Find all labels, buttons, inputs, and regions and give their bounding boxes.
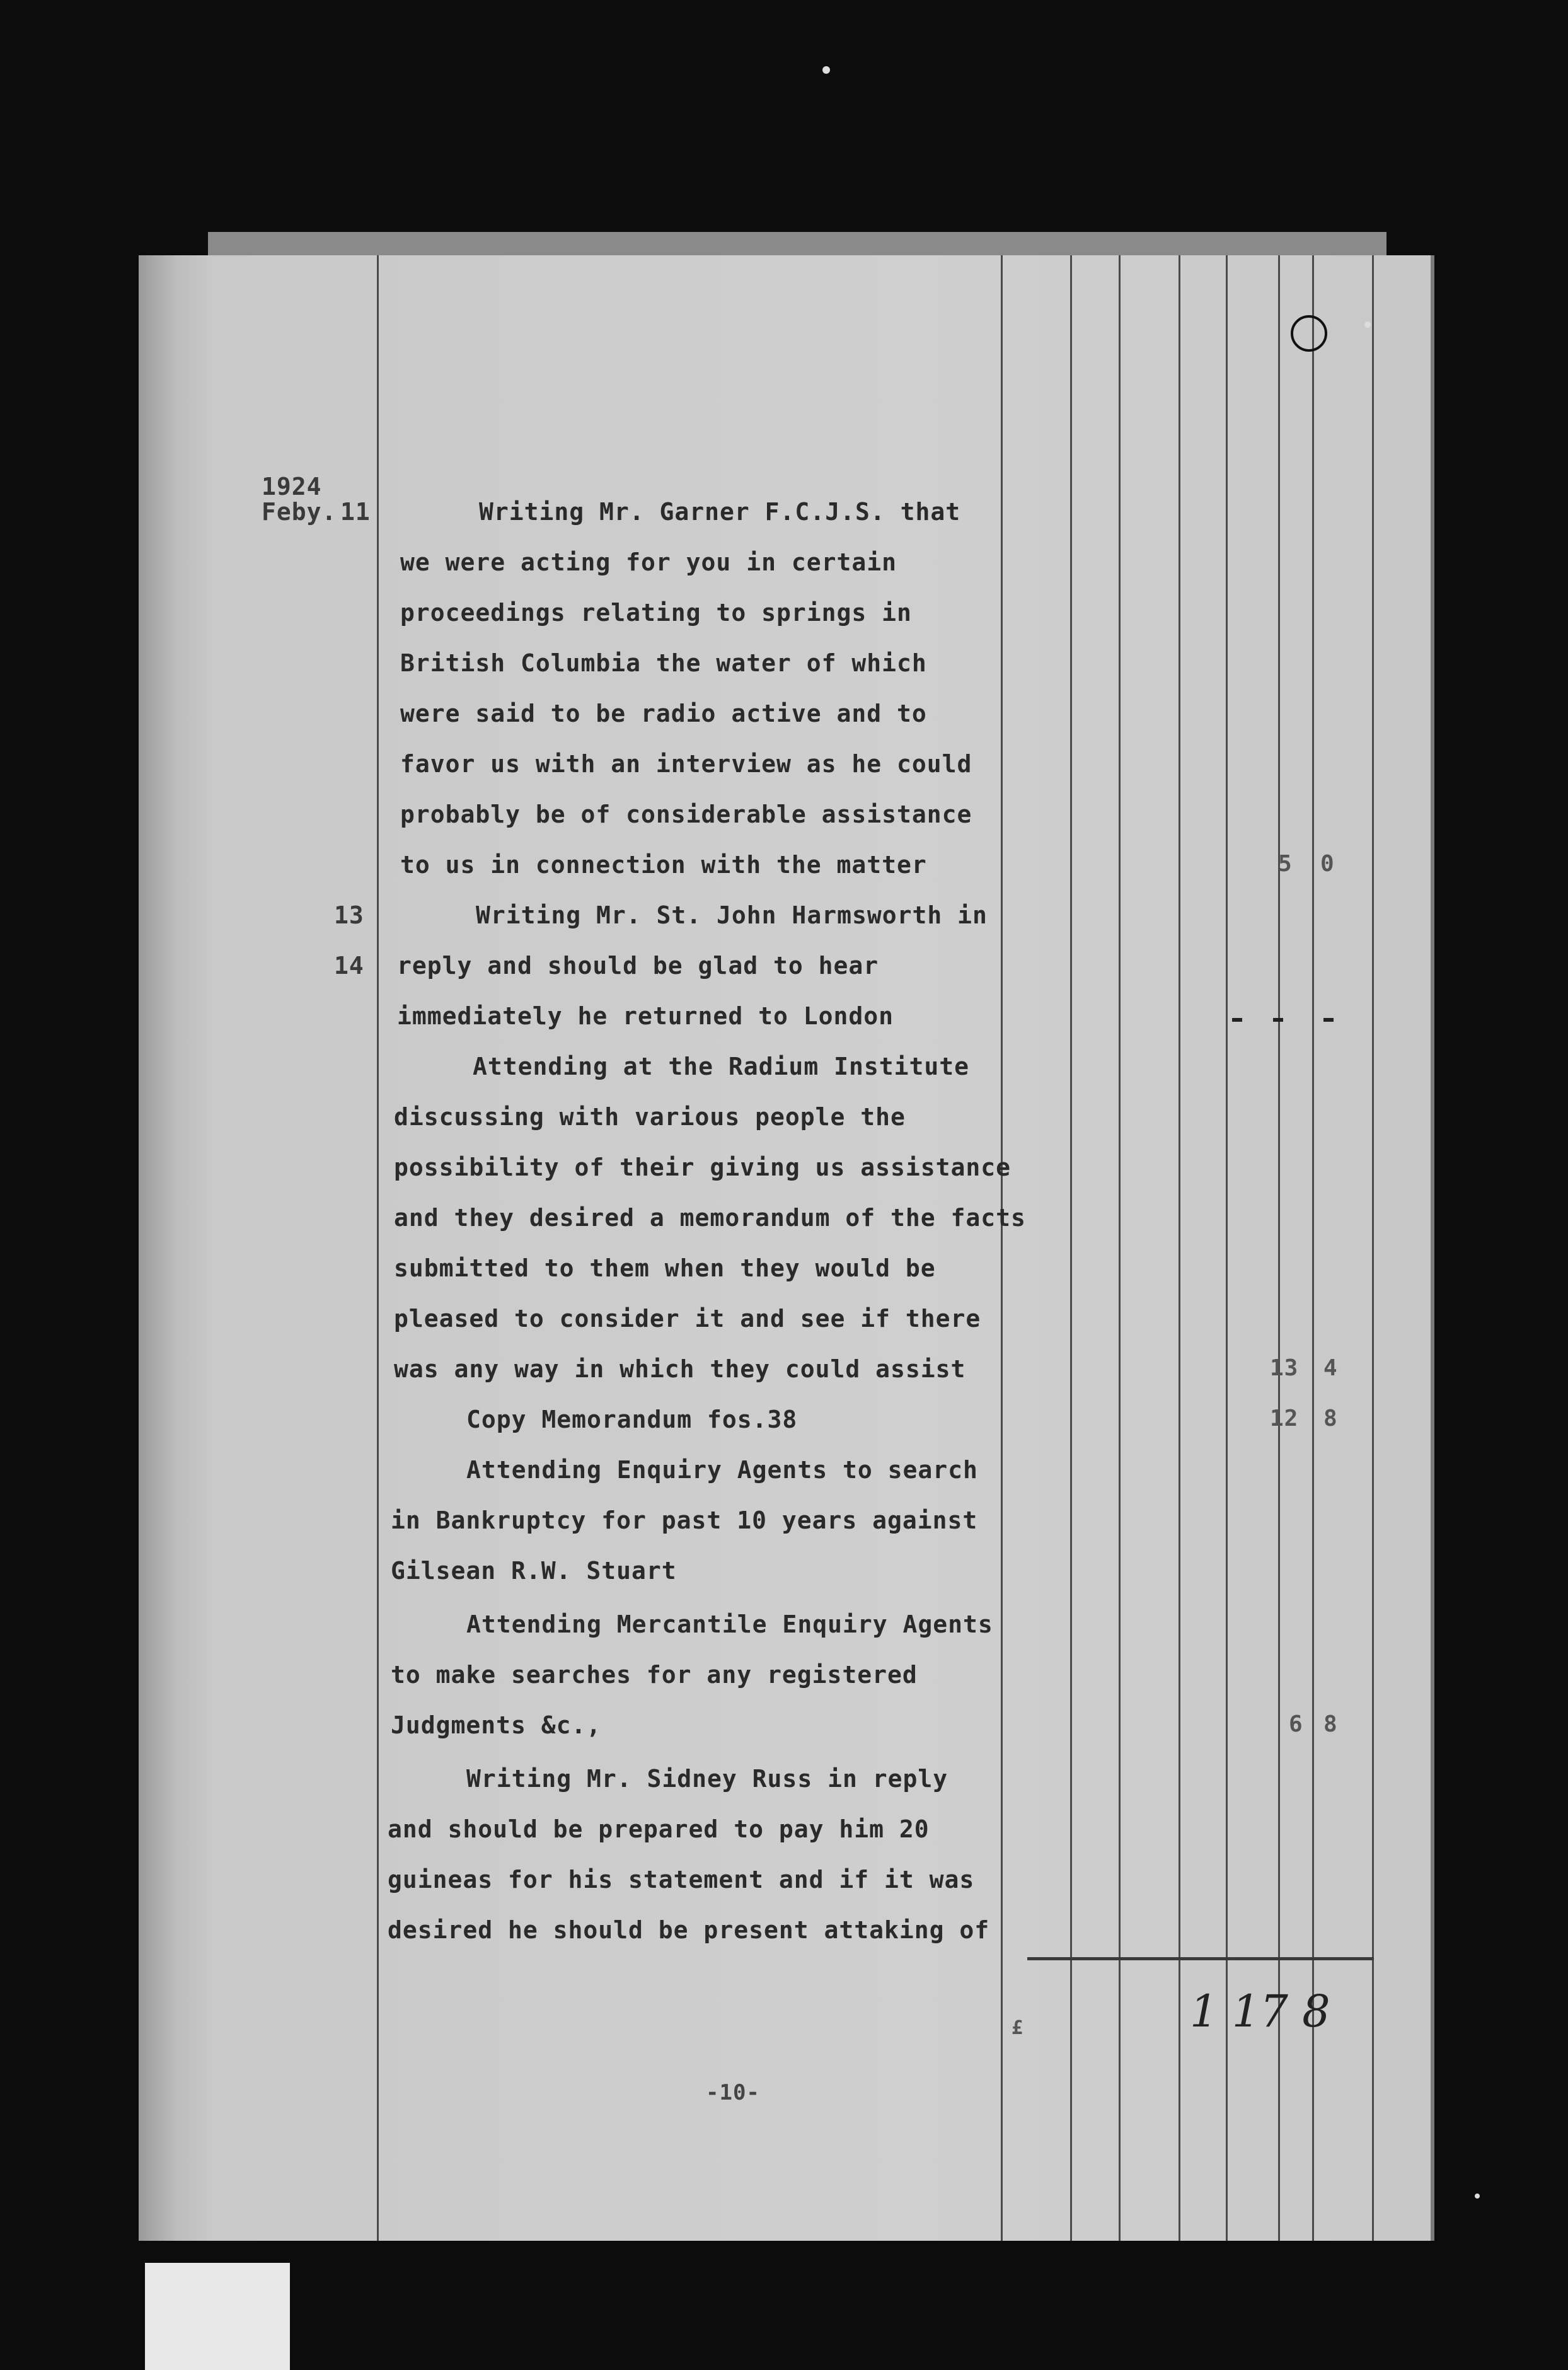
- amount-pence: 8: [1323, 1406, 1338, 1431]
- entry-line: probably be of considerable assistance: [400, 801, 972, 828]
- column-rule: [1278, 255, 1280, 2241]
- punch-hole: [1291, 315, 1327, 352]
- entry-line: to us in connection with the matter: [400, 851, 927, 879]
- entry-line: and they desired a memorandum of the facts: [394, 1204, 1026, 1232]
- entry-line: pleased to consider it and see if there: [394, 1305, 981, 1332]
- entry-line: Gilsean R.W. Stuart: [391, 1557, 677, 1585]
- entry-line: Attending at the Radium Institute: [473, 1053, 969, 1080]
- text-column-rule: [1001, 255, 1003, 2241]
- entry-line: in Bankruptcy for past 10 years against: [391, 1506, 978, 1534]
- film-speck: [822, 66, 830, 74]
- amount-shillings: 12: [1270, 1406, 1299, 1431]
- entry-line: Copy Memorandum fos.38: [466, 1406, 798, 1433]
- entry-line: possibility of their giving us assistance: [394, 1153, 1011, 1181]
- entry-line: British Columbia the water of which: [400, 649, 927, 677]
- entry-line: Attending Enquiry Agents to search: [466, 1456, 978, 1484]
- column-rule: [1119, 255, 1121, 2241]
- nil-dash: [1323, 1018, 1334, 1022]
- column-rule: [1179, 255, 1180, 2241]
- entry-line: desired he should be present attaking of: [388, 1916, 990, 1944]
- entry-line: were said to be radio active and to: [400, 700, 927, 727]
- column-rule: [1312, 255, 1314, 2241]
- entry-line: Judgments &c.,: [391, 1711, 602, 1739]
- column-rule: [1372, 255, 1374, 2241]
- entry-line: and should be prepared to pay him 20: [388, 1815, 930, 1843]
- entry-line: was any way in which they could assist: [394, 1355, 966, 1383]
- entry-line: proceedings relating to springs in: [400, 599, 912, 627]
- nil-dash: [1232, 1018, 1242, 1022]
- entry-line: favor us with an interview as he could: [400, 750, 972, 778]
- amount-shillings: 13: [1270, 1355, 1299, 1381]
- date-column-rule: [377, 255, 379, 2241]
- entry-day: 11: [340, 498, 371, 526]
- total-rule: [1027, 1957, 1374, 1960]
- entry-line: immediately he returned to London: [397, 1002, 894, 1030]
- entry-line: submitted to them when they would be: [394, 1254, 936, 1282]
- column-rule: [1070, 255, 1072, 2241]
- entry-line: reply and should be glad to hear: [397, 952, 879, 980]
- column-rule: [1226, 255, 1228, 2241]
- pound-sign: £: [1012, 2017, 1024, 2039]
- entry-line: to make searches for any registered: [391, 1661, 918, 1689]
- handwritten-total: 1 17 8: [1190, 1986, 1330, 2037]
- entry-line: guineas for his statement and if it was: [388, 1866, 975, 1893]
- nil-dash: [1273, 1018, 1283, 1022]
- month: Feby.: [262, 498, 337, 526]
- page-number: -10-: [706, 2080, 760, 2105]
- amount-shillings: 5: [1278, 851, 1293, 877]
- entry-day: 13: [334, 901, 364, 929]
- film-label-card: [145, 2263, 290, 2370]
- amount-pence: 4: [1323, 1355, 1338, 1381]
- amount-pence: 0: [1320, 851, 1335, 877]
- film-speck: [1364, 321, 1371, 328]
- film-speck: [1475, 2194, 1480, 2199]
- entry-day: 14: [334, 952, 364, 980]
- entry-line: Writing Mr. Sidney Russ in reply: [466, 1765, 948, 1793]
- amount-shillings: 6: [1289, 1711, 1303, 1737]
- entry-line: we were acting for you in certain: [400, 548, 897, 576]
- entry-line: discussing with various people the: [394, 1103, 906, 1131]
- year: 1924: [262, 473, 322, 500]
- entry-line: Writing Mr. St. John Harmsworth in: [476, 901, 988, 929]
- entry-line: Attending Mercantile Enquiry Agents: [466, 1610, 993, 1638]
- amount-pence: 8: [1323, 1711, 1338, 1737]
- ledger-page: [139, 255, 1434, 2241]
- entry-line: Writing Mr. Garner F.C.J.S. that: [479, 498, 961, 526]
